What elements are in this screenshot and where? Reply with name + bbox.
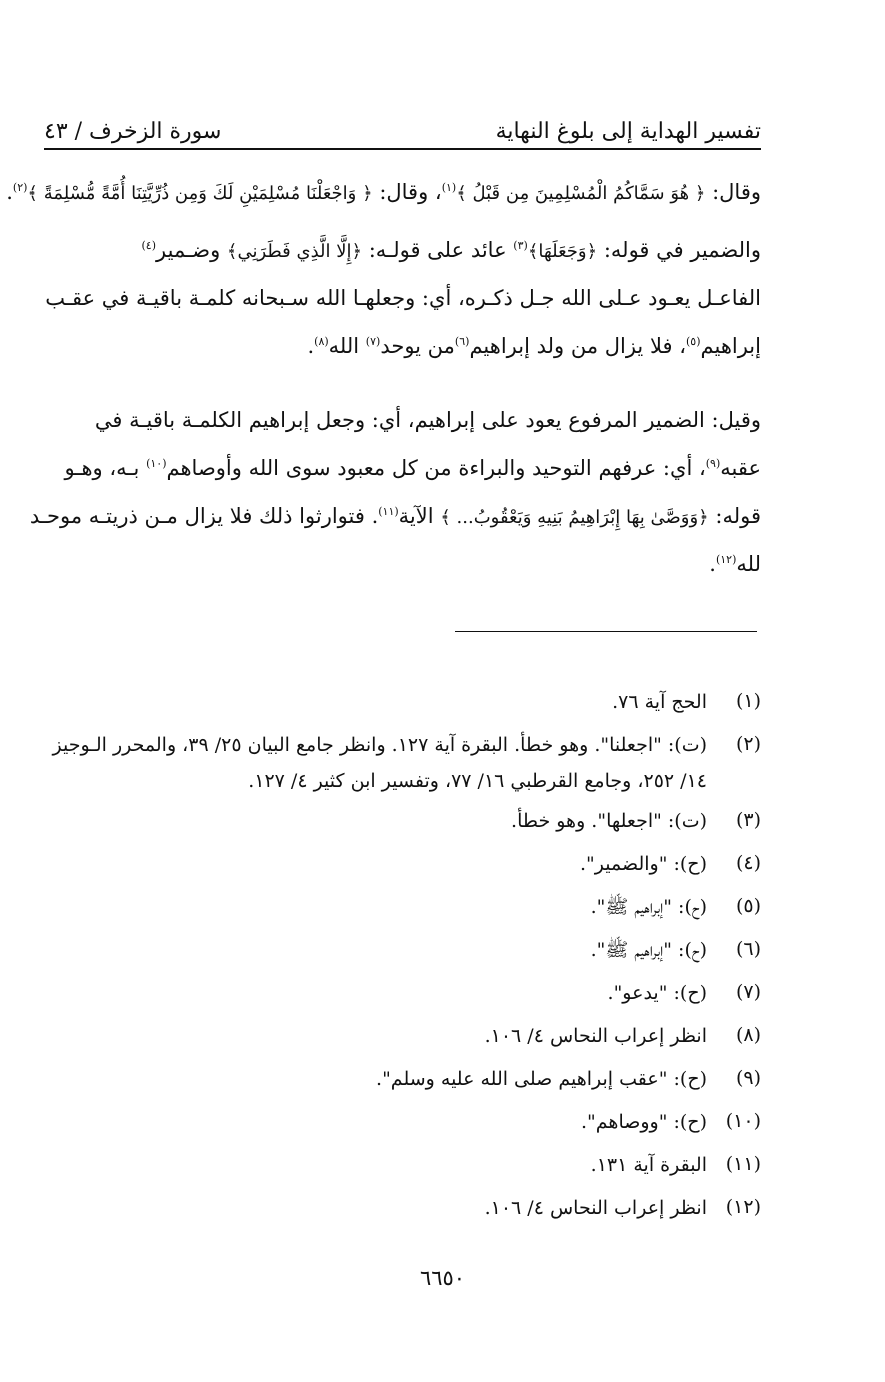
text-run: . فتوارثوا ذلك فلا يزال مـن ذريتـه موحـد [29,504,379,528]
footnote-number: (٢) [735,733,761,755]
footnote-text: (ح): "يدعو". [607,982,707,1004]
footnote-ref[interactable]: (١٢) [715,553,737,566]
text-run: من يوحد [380,334,455,358]
surah-name: سورة الزخرف / ٤٣ [44,119,222,144]
footnote-number: (١٠) [725,1110,761,1132]
text-run: ، أي: عرفهم التوحيد والبراءة من كل معبود سوى الله وأوصاهم [166,456,706,480]
footnote-ref[interactable]: (٥) [685,335,701,348]
paragraph-1 [6,168,761,216]
text-run: قوله: [708,504,761,528]
footnote-ref[interactable]: (١٠) [146,457,167,470]
footnote-text: البقرة آية ١٣١. [590,1154,707,1176]
footnote-item [44,1014,761,1057]
text-run: . [709,552,716,576]
quran-verse: ﴿إِلَّا الَّذِي فَطَرَنِي﴾ [226,241,363,262]
paragraph-3 [29,396,761,588]
footnote-item [44,971,761,1014]
footnote-ref[interactable]: (٧) [365,335,381,348]
text-run: . [6,180,13,204]
footnote-text: انظر إعراب النحاس ٤/ ١٠٦. [484,1197,707,1219]
footnote-text: (ت): "اجعلها". وهو خطأ. [511,810,707,832]
footnote-number: (٨) [735,1024,761,1046]
footnote-ref[interactable]: (٦) [454,335,470,348]
footnote-ref[interactable]: (٣) [513,239,528,252]
footnote-text: (ح): "إبراهيم ﷺ". [590,896,707,918]
footnote-divider [455,631,757,632]
footnote-text: (ح): "ووصاهم". [581,1111,707,1133]
footnote-text: (ت): "اجعلنا". وهو خطأ. البقرة آية ١٢٧. وانظر جامع البيان ٢٥/ ٣٩، والمحرر الـوجيز ١٤/ ٢٥٢، وجامع القرطبي ١٦/ ٧٧، وتفسير ابن كثير ٤/ ١٢٧. [52,734,707,792]
text-line [44,226,761,274]
text-line [44,444,761,492]
footnote-number: (٩) [735,1067,761,1089]
text-run: لله [736,552,761,576]
text-line: وقيل: الضمير المرفوع يعود على إبراهيم، أي: وجعل إبراهيم الكلمـة باقيـة في [94,408,761,432]
page-number: ٦٦٥٠ [419,1266,466,1290]
footnote-text: الحج آية ٧٦. [612,691,707,713]
footnote-item [44,1100,761,1143]
footnote-number: (١١) [725,1153,761,1175]
text-line [6,168,761,216]
quran-verse: ﴿وَجَعَلَهَا﴾ [527,241,598,262]
text-run: الله [328,334,366,358]
footnote-item [44,885,761,928]
text-run: عائد على قولـه: [362,238,514,262]
footnote-item [44,723,761,799]
text-run: والضمير في قوله: [597,238,761,262]
footnote-text: (ح): "إبراهيم ﷺ". [590,939,707,961]
text-line [44,322,761,370]
footnote-ref[interactable]: (٩) [705,457,721,470]
footnote-number: (١) [735,690,761,712]
footnote-item [44,1057,761,1100]
text-run: بـه، وهـو [64,456,147,480]
footnote-ref[interactable]: (٨) [314,335,329,348]
text-line [29,492,761,540]
footnote-item [44,1186,761,1229]
book-title: تفسير الهداية إلى بلوغ النهاية [495,119,761,144]
quran-verse: ﴿وَوَصَّىٰ بِهَا إِبْرَاهِيمُ بَنِيهِ وَيَعْقُوبُ... ﴾ [440,507,709,528]
footnote-item [44,1143,761,1186]
footnote-ref[interactable]: (٢) [12,181,28,194]
footnote-item [44,799,761,842]
text-line [44,540,761,588]
footnote-number: (٧) [735,981,761,1003]
footnote-text: (ح): "عقب إبراهيم صلى الله عليه وسلم". [376,1068,707,1090]
footnote-item [44,680,761,723]
text-run: الآية [398,504,441,528]
footnote-number: (٥) [735,895,761,917]
text-run: وضـمير [156,238,227,262]
quran-verse: ﴿ وَاجْعَلْنَا مُسْلِمَيْنِ لَكَ وَمِن ذُرِّيَّتِنَا أُمَّةً مُّسْلِمَةً ﴾ [27,183,373,204]
footnote-number: (٤) [735,852,761,874]
text-run: ، وقال: [372,180,442,204]
footnote-number: (١٢) [725,1196,761,1218]
footnotes-list [44,680,761,1229]
footnote-ref[interactable]: (٤) [141,239,157,252]
footnote-item [44,842,761,885]
footnote-item [44,928,761,971]
text-run: عقبه [720,456,761,480]
footnote-ref[interactable]: (١١) [378,505,399,518]
running-header [44,100,761,150]
footnote-number: (٦) [735,938,761,960]
footnote-text: انظر إعراب النحاس ٤/ ١٠٦. [484,1025,707,1047]
quran-verse: ﴿ هُوَ سَمَّاكُمُ الْمُسْلِمِينَ مِن قَبْلُ ﴾ [456,183,706,204]
text-line: الفاعـل يعـود عـلى الله جـل ذكـره، أي: وجعلهـا الله سـبحانه كلمـة باقيـة في عقـب [45,286,761,310]
text-run: ، فلا يزال من ولد إبراهيم [469,334,686,358]
footnote-number: (٣) [735,809,761,831]
footnote-text: (ح): "والضمير". [580,853,707,875]
text-run: . [307,334,315,358]
footnote-ref[interactable]: (١) [441,181,457,194]
text-run: وقال: [705,180,761,204]
text-run: إبراهيم [700,334,761,358]
paragraph-2 [44,226,761,370]
